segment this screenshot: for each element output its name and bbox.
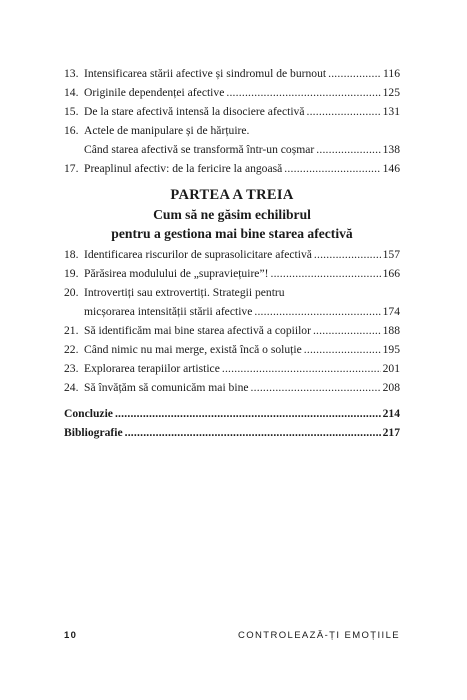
toc-entry-title: Introvertiți sau extrovertiți. Strategii pentru bbox=[84, 286, 285, 299]
toc-entry-title: Să învățăm să comunicăm mai bine bbox=[84, 381, 249, 394]
toc-entry[interactable] bbox=[64, 321, 400, 340]
toc-entry[interactable] bbox=[64, 64, 400, 83]
toc-entry[interactable] bbox=[64, 102, 400, 121]
part-title-line2: pentru a gestiona mai bine starea afectivă bbox=[111, 226, 353, 241]
toc-entry-page: 146 bbox=[382, 162, 400, 175]
running-title: CONTROLEAZĂ-ȚI EMOȚIILE bbox=[237, 630, 400, 641]
part-label: PARTEA A TREIA bbox=[170, 187, 294, 203]
toc-entry-page: 195 bbox=[382, 343, 400, 356]
toc-entry-number: 22. bbox=[64, 343, 79, 356]
toc-entry-number: 16. bbox=[64, 124, 79, 137]
toc-entry[interactable] bbox=[64, 245, 400, 264]
toc-entry-page: 208 bbox=[382, 381, 400, 394]
toc-entry-conclusion[interactable] bbox=[64, 404, 400, 423]
toc-entry-number: 17. bbox=[64, 162, 79, 175]
toc-entry-title: Explorarea terapiilor artistice bbox=[84, 362, 220, 375]
toc-entry-page: 217 bbox=[382, 426, 400, 439]
part-title-line1: Cum să ne găsim echilibrul bbox=[153, 207, 311, 222]
toc-entry-title: De la stare afectivă intensă la disociere afectivă bbox=[84, 105, 305, 118]
toc-section-part2 bbox=[64, 64, 400, 178]
toc-entry-title: Părăsirea modulului de „supraviețuire”! bbox=[84, 267, 269, 280]
toc-entry-page: 201 bbox=[382, 362, 400, 375]
page-number: 10 bbox=[64, 630, 78, 641]
toc-entry-number: 14. bbox=[64, 86, 79, 99]
toc-entry-title-continuation: micșorarea intensității stării afective bbox=[84, 305, 253, 318]
part-heading bbox=[64, 186, 400, 243]
toc-entry-page: 174 bbox=[382, 305, 400, 318]
toc-leader-dots bbox=[251, 378, 381, 397]
toc-entry-title: Identificarea riscurilor de suprasolicitare afectivă bbox=[84, 248, 312, 261]
toc-leader-dots bbox=[254, 302, 380, 321]
toc-leader-dots bbox=[313, 321, 381, 340]
toc-entry-title: Când nimic nu mai merge, există încă o soluție bbox=[84, 343, 302, 356]
toc-entry-number: 21. bbox=[64, 324, 79, 337]
toc-section-part3 bbox=[64, 245, 400, 397]
toc-entry-title: Concluzie bbox=[64, 407, 113, 420]
toc-entry-title: Bibliografie bbox=[64, 426, 123, 439]
toc-entry-first-line[interactable] bbox=[64, 121, 400, 140]
toc-section-backmatter bbox=[64, 404, 400, 442]
toc-entry-number: 19. bbox=[64, 267, 79, 280]
toc-entry-title: Să identificăm mai bine starea afectivă a copiilor bbox=[84, 324, 311, 337]
toc-entry-page: 157 bbox=[382, 248, 400, 261]
toc-entry[interactable] bbox=[64, 359, 400, 378]
toc-entry-first-line[interactable] bbox=[64, 283, 400, 302]
toc-entry-page: 138 bbox=[382, 143, 400, 156]
toc-entry-page: 166 bbox=[382, 267, 400, 280]
toc-entry-number: 24. bbox=[64, 381, 79, 394]
toc-leader-dots bbox=[328, 64, 381, 83]
toc-entry-page: 116 bbox=[383, 67, 400, 80]
toc-entry-number: 20. bbox=[64, 286, 79, 299]
toc-leader-dots bbox=[125, 423, 381, 442]
toc-leader-dots bbox=[306, 102, 380, 121]
page-footer bbox=[64, 630, 400, 641]
toc-entry[interactable] bbox=[64, 83, 400, 102]
toc-leader-dots bbox=[222, 359, 381, 378]
toc-entry[interactable] bbox=[64, 264, 400, 283]
toc-entry-title: Originile dependenței afective bbox=[84, 86, 225, 99]
toc-entry-continuation[interactable] bbox=[64, 302, 400, 321]
toc-entry[interactable] bbox=[64, 159, 400, 178]
toc-entry[interactable] bbox=[64, 340, 400, 359]
toc-leader-dots bbox=[304, 340, 381, 359]
toc-entry-number: 18. bbox=[64, 248, 79, 261]
toc-entry-page: 214 bbox=[382, 407, 400, 420]
toc-leader-dots bbox=[226, 83, 380, 102]
toc-entry-bibliography[interactable] bbox=[64, 423, 400, 442]
toc-leader-dots bbox=[270, 264, 380, 283]
toc-entry-title: Actele de manipulare și de hărțuire. bbox=[84, 124, 250, 137]
toc-entry-title-continuation: Când starea afectivă se transformă într-un coșmar bbox=[84, 143, 315, 156]
toc-entry-number: 23. bbox=[64, 362, 79, 375]
toc-leader-dots bbox=[314, 245, 381, 264]
toc-entry-page: 188 bbox=[382, 324, 400, 337]
toc-entry-title: Preaplinul afectiv: de la fericire la angoasă bbox=[84, 162, 283, 175]
toc-entry-page: 125 bbox=[382, 86, 400, 99]
toc-entry-number: 15. bbox=[64, 105, 79, 118]
toc-entry-title: Intensificarea stării afective și sindromul de burnout bbox=[84, 67, 327, 80]
toc-entry-continuation[interactable] bbox=[64, 140, 400, 159]
toc-entry[interactable] bbox=[64, 378, 400, 397]
toc-entry-page: 131 bbox=[382, 105, 400, 118]
toc-leader-dots bbox=[316, 140, 380, 159]
toc-leader-dots bbox=[284, 159, 380, 178]
toc-entry-number: 13. bbox=[64, 67, 79, 80]
toc-leader-dots bbox=[115, 404, 381, 423]
